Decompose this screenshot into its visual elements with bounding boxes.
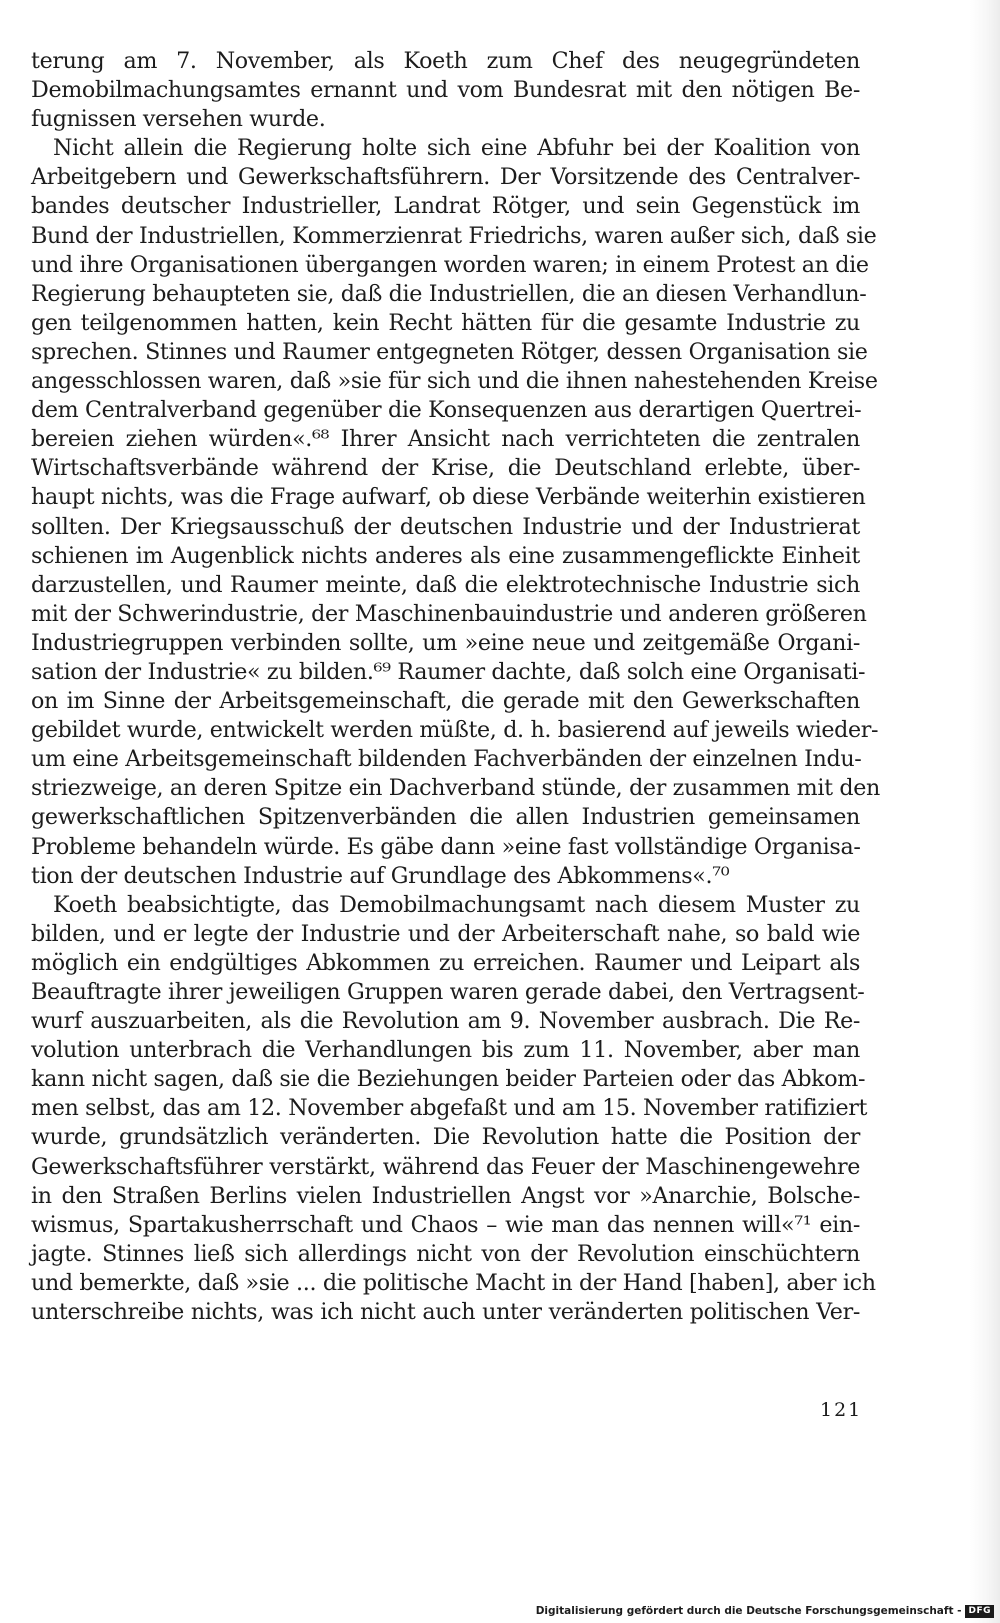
- text-line: Koeth beabsichtigte, das Demobilmachungsamt nach diesem Muster zu: [53, 891, 860, 918]
- paragraph: [31, 47, 860, 134]
- text-line: Arbeitgebern und Gewerkschaftsführern. Der Vorsitzende des Centralver-: [31, 164, 860, 191]
- footer-credit-text: Digitalisierung gefördert durch die Deutsche Forschungsgemeinschaft -: [535, 1605, 962, 1617]
- text-line: gebildet wurde, entwickelt werden müßte, d. h. basierend auf jeweils wieder-: [31, 717, 879, 744]
- body-text: [31, 47, 880, 1327]
- digitization-footer: [536, 1604, 994, 1618]
- dfg-logo: DFG: [965, 1605, 994, 1618]
- text-line: sprechen. Stinnes und Raumer entgegneten Rötger, dessen Organisation sie: [31, 338, 868, 365]
- text-line: wurf auszuarbeiten, als die Revolution am 9. November ausbrach. Die Re-: [31, 1008, 860, 1035]
- text-line: wurde, grundsätzlich veränderten. Die Revolution hatte die Position der: [31, 1124, 860, 1151]
- text-line: gewerkschaftlichen Spitzenverbänden die allen Industrien gemeinsamen: [31, 804, 860, 831]
- text-line: terung am 7. November, als Koeth zum Chef des neugegründeten: [31, 48, 860, 74]
- text-line: angesschlossen waren, daß »sie für sich und die ihnen nahestehenden Kreise: [31, 368, 878, 395]
- text-line: um eine Arbeitsgemeinschaft bildenden Fachverbänden der einzelnen Indu-: [31, 746, 862, 773]
- text-line: schienen im Augenblick nichts anderes als eine zusammengeflickte Einheit: [31, 542, 860, 569]
- text-line: und bemerkte, daß »sie ... die politische Macht in der Hand [haben], aber ich: [31, 1269, 876, 1296]
- paragraph: [31, 891, 876, 1327]
- scan-edge-shadow: [970, 0, 1000, 1623]
- text-line: wismus, Spartakusherrschaft und Chaos – wie man das nennen will«⁷¹ ein-: [31, 1211, 860, 1238]
- text-line: Beauftragte ihrer jeweiligen Gruppen waren gerade dabei, den Vertragsent-: [31, 979, 865, 1005]
- text-line: volution unterbrach die Verhandlungen bis zum 11. November, aber man: [31, 1037, 860, 1064]
- text-line: jagte. Stinnes ließ sich allerdings nicht von der Revolution einschüchtern: [31, 1240, 860, 1267]
- text-line: Regierung behaupteten sie, daß die Industriellen, die an diesen Verhandlun-: [31, 280, 867, 307]
- text-line: sollten. Der Kriegsausschuß der deutschen Industrie und der Industrierat: [31, 513, 860, 540]
- text-line: fugnissen versehen wurde.: [31, 106, 326, 133]
- text-line: on im Sinne der Arbeitsgemeinschaft, die gerade mit den Gewerkschaften: [31, 688, 860, 715]
- text-line: in den Straßen Berlins vielen Industriellen Angst vor »Anarchie, Bolsche-: [31, 1182, 860, 1209]
- text-line: bereien ziehen würden«.⁶⁸ Ihrer Ansicht nach verrichteten die zentralen: [31, 426, 860, 453]
- text-line: tion der deutschen Industrie auf Grundlage des Abkommens«.⁷⁰: [31, 862, 730, 889]
- text-line: unterschreibe nichts, was ich nicht auch unter veränderten politischen Ver-: [31, 1299, 860, 1326]
- text-line: bilden, und er legte der Industrie und der Arbeiterschaft nahe, so bald wie: [31, 920, 860, 947]
- text-line: gen teilgenommen hatten, kein Recht hätten für die gesamte Industrie zu: [31, 309, 860, 336]
- text-line: mit der Schwerindustrie, der Maschinenbauindustrie und anderen größeren: [31, 600, 867, 627]
- paragraph: [31, 134, 880, 890]
- text-line: men selbst, das am 12. November abgefaßt und am 15. November ratifiziert: [31, 1095, 868, 1122]
- text-line: darzustellen, und Raumer meinte, daß die elektrotechnische Industrie sich: [31, 571, 860, 598]
- text-line: striezweige, an deren Spitze ein Dachverband stünde, der zusammen mit den: [31, 775, 880, 802]
- text-line: Industriegruppen verbinden sollte, um »eine neue und zeitgemäße Organi-: [31, 629, 860, 656]
- text-line: und ihre Organisationen übergangen worden waren; in einem Protest an die: [31, 251, 869, 278]
- text-line: möglich ein endgültiges Abkommen zu erreichen. Raumer und Leipart als: [31, 949, 860, 976]
- text-line: dem Centralverband gegenüber die Konsequenzen aus derartigen Quertrei-: [31, 397, 862, 424]
- text-line: bandes deutscher Industrieller, Landrat Rötger, und sein Gegenstück im: [31, 193, 860, 220]
- text-line: Wirtschaftsverbände während der Krise, die Deutschland erlebte, über-: [31, 455, 860, 482]
- text-line: sation der Industrie« zu bilden.⁶⁹ Raumer dachte, daß solch eine Organisati-: [31, 658, 866, 685]
- text-line: Gewerkschaftsführer verstärkt, während das Feuer der Maschinengewehre: [31, 1153, 860, 1180]
- text-line: kann nicht sagen, daß sie die Beziehungen beider Parteien oder das Abkom-: [31, 1066, 866, 1093]
- text-line: haupt nichts, was die Frage aufwarf, ob diese Verbände weiterhin existieren: [31, 484, 866, 511]
- text-line: Probleme behandeln würde. Es gäbe dann »eine fast vollständige Organisa-: [31, 833, 861, 860]
- text-line: Nicht allein die Regierung holte sich eine Abfuhr bei der Koalition von: [53, 135, 860, 162]
- text-line: Bund der Industriellen, Kommerzienrat Friedrichs, waren außer sich, daß sie: [31, 222, 877, 249]
- page-number: 121: [820, 1399, 863, 1421]
- text-line: Demobilmachungsamtes ernannt und vom Bundesrat mit den nötigen Be-: [31, 77, 860, 104]
